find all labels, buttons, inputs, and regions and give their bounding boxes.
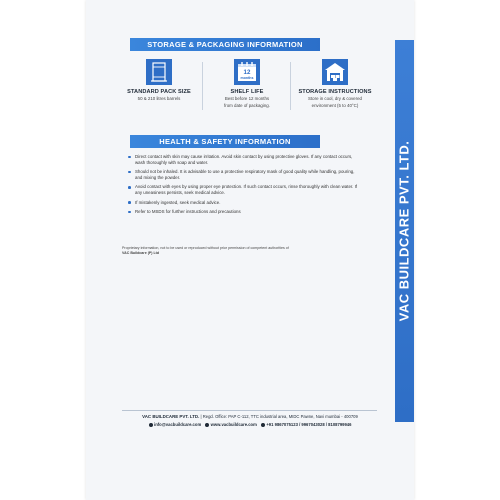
footer-divider (122, 410, 377, 411)
bullet-text: Should not be inhaled. It is advisable to use a protective respiratory mask of good quality while handling, pouring, and mixing the powder. (135, 169, 355, 180)
health-bullet-list (128, 154, 360, 218)
calendar-unit: months (240, 76, 254, 80)
shelf-life-block (206, 58, 288, 108)
storage-instructions-desc-1: Store in cool, dry & covered (308, 96, 362, 101)
footer-email-item[interactable] (149, 422, 202, 427)
list-item (128, 209, 360, 215)
storage-banner: STORAGE & PACKAGING INFORMATION (130, 38, 320, 51)
footer-address: | Regd. Office: PAP C-112, TTC industrial area, MIDC Pawne, Navi mumbai - 400709 (199, 414, 358, 419)
column-divider (202, 62, 203, 110)
footer-website-item[interactable] (205, 422, 257, 427)
pack-size-title: STANDARD PACK SIZE (127, 89, 191, 95)
warehouse-icon (321, 58, 349, 86)
bullet-dot-icon (128, 201, 131, 204)
pack-size-block (118, 58, 200, 102)
shelf-life-desc-2: from date of packaging. (224, 102, 270, 108)
bullet-dot-icon (128, 211, 131, 214)
list-item (128, 200, 360, 206)
pack-size-desc: 50 & 210 litres barrels (137, 96, 181, 101)
proprietary-company: VAC Buildcare (P) Ltd (122, 251, 160, 255)
bullet-dot-icon (128, 156, 131, 159)
calendar-number: 12 (243, 69, 251, 76)
footer-website[interactable]: www.vacbuildcare.com (210, 422, 257, 427)
email-icon (149, 423, 153, 427)
side-brand-text: VAC BUILDCARE PVT. LTD. (396, 140, 412, 322)
proprietary-notice (122, 246, 332, 256)
footer-company: VAC BUILDCARE PVT. LTD. (142, 414, 200, 419)
phone-icon (261, 423, 265, 427)
storage-instructions-title: STORAGE INSTRUCTIONS (298, 89, 372, 95)
bullet-text: Direct contact with skin may cause irritation. Avoid skin contact by using protective gloves. If any contact occurs, wash thoroughly with soap and water. (135, 154, 353, 165)
storage-instructions-block (294, 58, 376, 108)
storage-info-row (118, 58, 380, 118)
footer-phones[interactable]: +91 9867075123 / 9967043028 / 8108799946 (266, 422, 352, 427)
bullet-dot-icon (128, 171, 131, 174)
footer-contact-line (122, 422, 378, 427)
bullet-text: If mistakenly ingested, seek medical advice. (135, 199, 221, 205)
shelf-life-title: SHELF LIFE (230, 89, 264, 95)
barrel-icon (145, 58, 173, 86)
footer-email[interactable]: info@vacbuildcare.com (154, 422, 202, 427)
list-item (128, 169, 360, 181)
storage-instructions-desc-2: environment (5 to 40°C) (311, 102, 359, 108)
shelf-life-desc-1: Best before 12 months (224, 96, 270, 101)
calendar-icon (233, 58, 261, 86)
bullet-text: Refer to MSDS for further instructions and precautions (135, 208, 241, 214)
globe-icon (205, 423, 209, 427)
footer-phone-item[interactable] (261, 422, 352, 427)
column-divider (290, 62, 291, 110)
bullet-text: Avoid contact with eyes by using proper eye protection. If such contact occurs, rinse thoroughly with clean water. If any uneasiness persists, seek medical advice. (135, 184, 358, 196)
list-item (128, 184, 360, 196)
bullet-dot-icon (128, 186, 131, 189)
footer-address-line (122, 414, 378, 419)
health-banner: HEALTH & SAFETY INFORMATION (130, 135, 320, 148)
proprietary-text: Proprietary information, not to be used or reproduced without prior permission of competent authorities of (122, 246, 289, 250)
list-item (128, 154, 360, 166)
